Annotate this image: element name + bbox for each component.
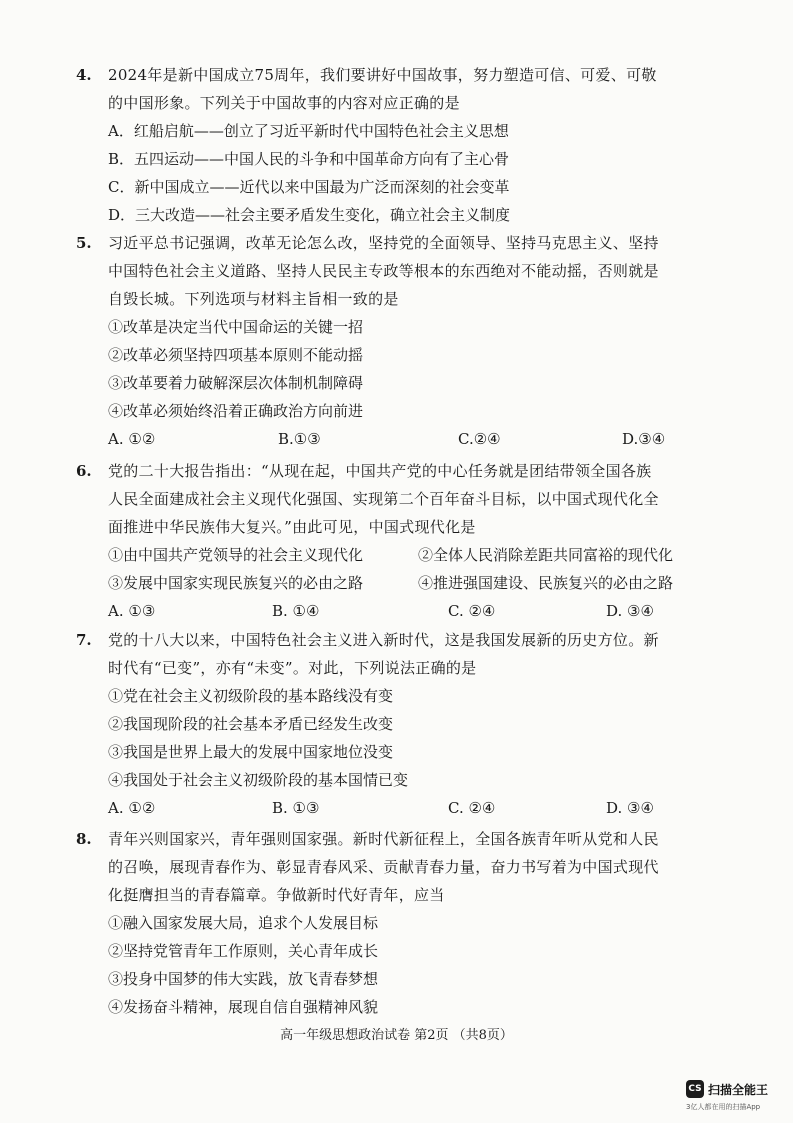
statement-item: ④推进强国建设、民族复兴的必由之路 (418, 574, 674, 592)
statement-item: ③发展中国家实现民族复兴的必由之路 (108, 574, 364, 592)
question-stem-line: 时代有“已变”，亦有“未变”。对此，下列说法正确的是 (108, 659, 477, 677)
question-stem-line: 的中国形象。下列关于中国故事的内容对应正确的是 (108, 94, 460, 112)
question-stem-line: 党的十八大以来，中国特色社会主义进入新时代，这是我国发展新的历史方位。新 (108, 631, 659, 649)
page-footer: 高一年级思想政治试卷 第2页 （共8页） (280, 1028, 513, 1043)
question-stem-line: 青年兴则国家兴，青年强则国家强。新时代新征程上，全国各族青年听从党和人民 (108, 830, 659, 848)
option-b: B．五四运动——中国人民的斗争和中国革命方向有了主心骨 (108, 150, 510, 168)
question-stem-line: 自毁长城。下列选项与材料主旨相一致的是 (108, 290, 399, 308)
option-c: C．新中国成立——近代以来中国最为广泛而深刻的社会变革 (108, 178, 510, 196)
choice-a: A. ①② (108, 430, 156, 448)
choice-d: D. ③④ (606, 602, 654, 620)
choice-a: A. ①② (108, 799, 156, 817)
question-number: 6. (76, 462, 92, 480)
choice-c: C.②④ (458, 430, 501, 448)
question-number: 7. (76, 631, 92, 649)
choice-b: B.①③ (278, 430, 321, 448)
statement-item: ②我国现阶段的社会基本矛盾已经发生改变 (108, 715, 394, 733)
statement-item: ①融入国家发展大局，追求个人发展目标 (108, 914, 379, 932)
question-number: 4. (76, 66, 92, 84)
question-stem-line: 面推进中华民族伟大复兴。”由此可见，中国式现代化是 (108, 518, 476, 536)
question-stem-line: 人民全面建成社会主义现代化强国、实现第二个百年奋斗目标，以中国式现代化全 (108, 490, 659, 508)
statement-item: ②改革必须坚持四项基本原则不能动摇 (108, 346, 364, 364)
choice-c: C. ②④ (448, 602, 496, 620)
scanner-badge-subtitle: 3亿人都在用的扫描App (686, 1103, 761, 1111)
choice-d: D. ③④ (606, 799, 654, 817)
question-stem-line: 2024年是新中国成立75周年，我们要讲好中国故事，努力塑造可信、可爱、可敬 (108, 66, 657, 84)
option-a: A．红船启航——创立了习近平新时代中国特色社会主义思想 (108, 122, 509, 140)
question-stem-line: 的召唤，展现青春作为、彰显青春风采、贡献青春力量，奋力书写着为中国式现代 (108, 858, 659, 876)
statement-item: ③改革要着力破解深层次体制机制障碍 (108, 374, 364, 392)
statement-item: ④改革必须始终沿着正确政治方向前进 (108, 402, 364, 420)
question-stem-line: 党的二十大报告指出：“从现在起，中国共产党的中心任务就是团结带领全国各族 (108, 462, 652, 480)
statement-item: ③投身中国梦的伟大实践，放飞青春梦想 (108, 970, 379, 988)
choice-a: A. ①③ (108, 602, 156, 620)
option-d: D．三大改造——社会主要矛盾发生变化，确立社会主义制度 (108, 206, 511, 224)
scanner-badge (686, 1080, 768, 1098)
choice-c: C. ②④ (448, 799, 496, 817)
statement-item: ②全体人民消除差距共同富裕的现代化 (418, 546, 674, 564)
camscanner-logo-icon: CS (686, 1080, 704, 1098)
statement-item: ④发扬奋斗精神，展现自信自强精神风貌 (108, 998, 379, 1016)
choice-b: B. ①④ (272, 602, 320, 620)
scanner-badge-label: 扫描全能王 (708, 1082, 769, 1097)
statement-item: ①由中国共产党领导的社会主义现代化 (108, 546, 364, 564)
statement-item: ④我国处于社会主义初级阶段的基本国情已变 (108, 771, 409, 789)
question-stem-line: 中国特色社会主义道路、坚持人民民主专政等根本的东西绝对不能动摇，否则就是 (108, 262, 659, 280)
question-number: 8. (76, 830, 92, 848)
question-number: 5. (76, 234, 92, 252)
statement-item: ①改革是决定当代中国命运的关键一招 (108, 318, 364, 336)
question-stem-line: 习近平总书记强调，改革无论怎么改，坚持党的全面领导、坚持马克思主义、坚持 (108, 234, 659, 252)
statement-item: ③我国是世界上最大的发展中国家地位没变 (108, 743, 394, 761)
choice-d: D.③④ (622, 430, 666, 448)
choice-b: B. ①③ (272, 799, 320, 817)
question-stem-line: 化挺膺担当的青春篇章。争做新时代好青年，应当 (108, 886, 445, 904)
statement-item: ②坚持党管青年工作原则，关心青年成长 (108, 942, 379, 960)
statement-item: ①党在社会主义初级阶段的基本路线没有变 (108, 687, 394, 705)
